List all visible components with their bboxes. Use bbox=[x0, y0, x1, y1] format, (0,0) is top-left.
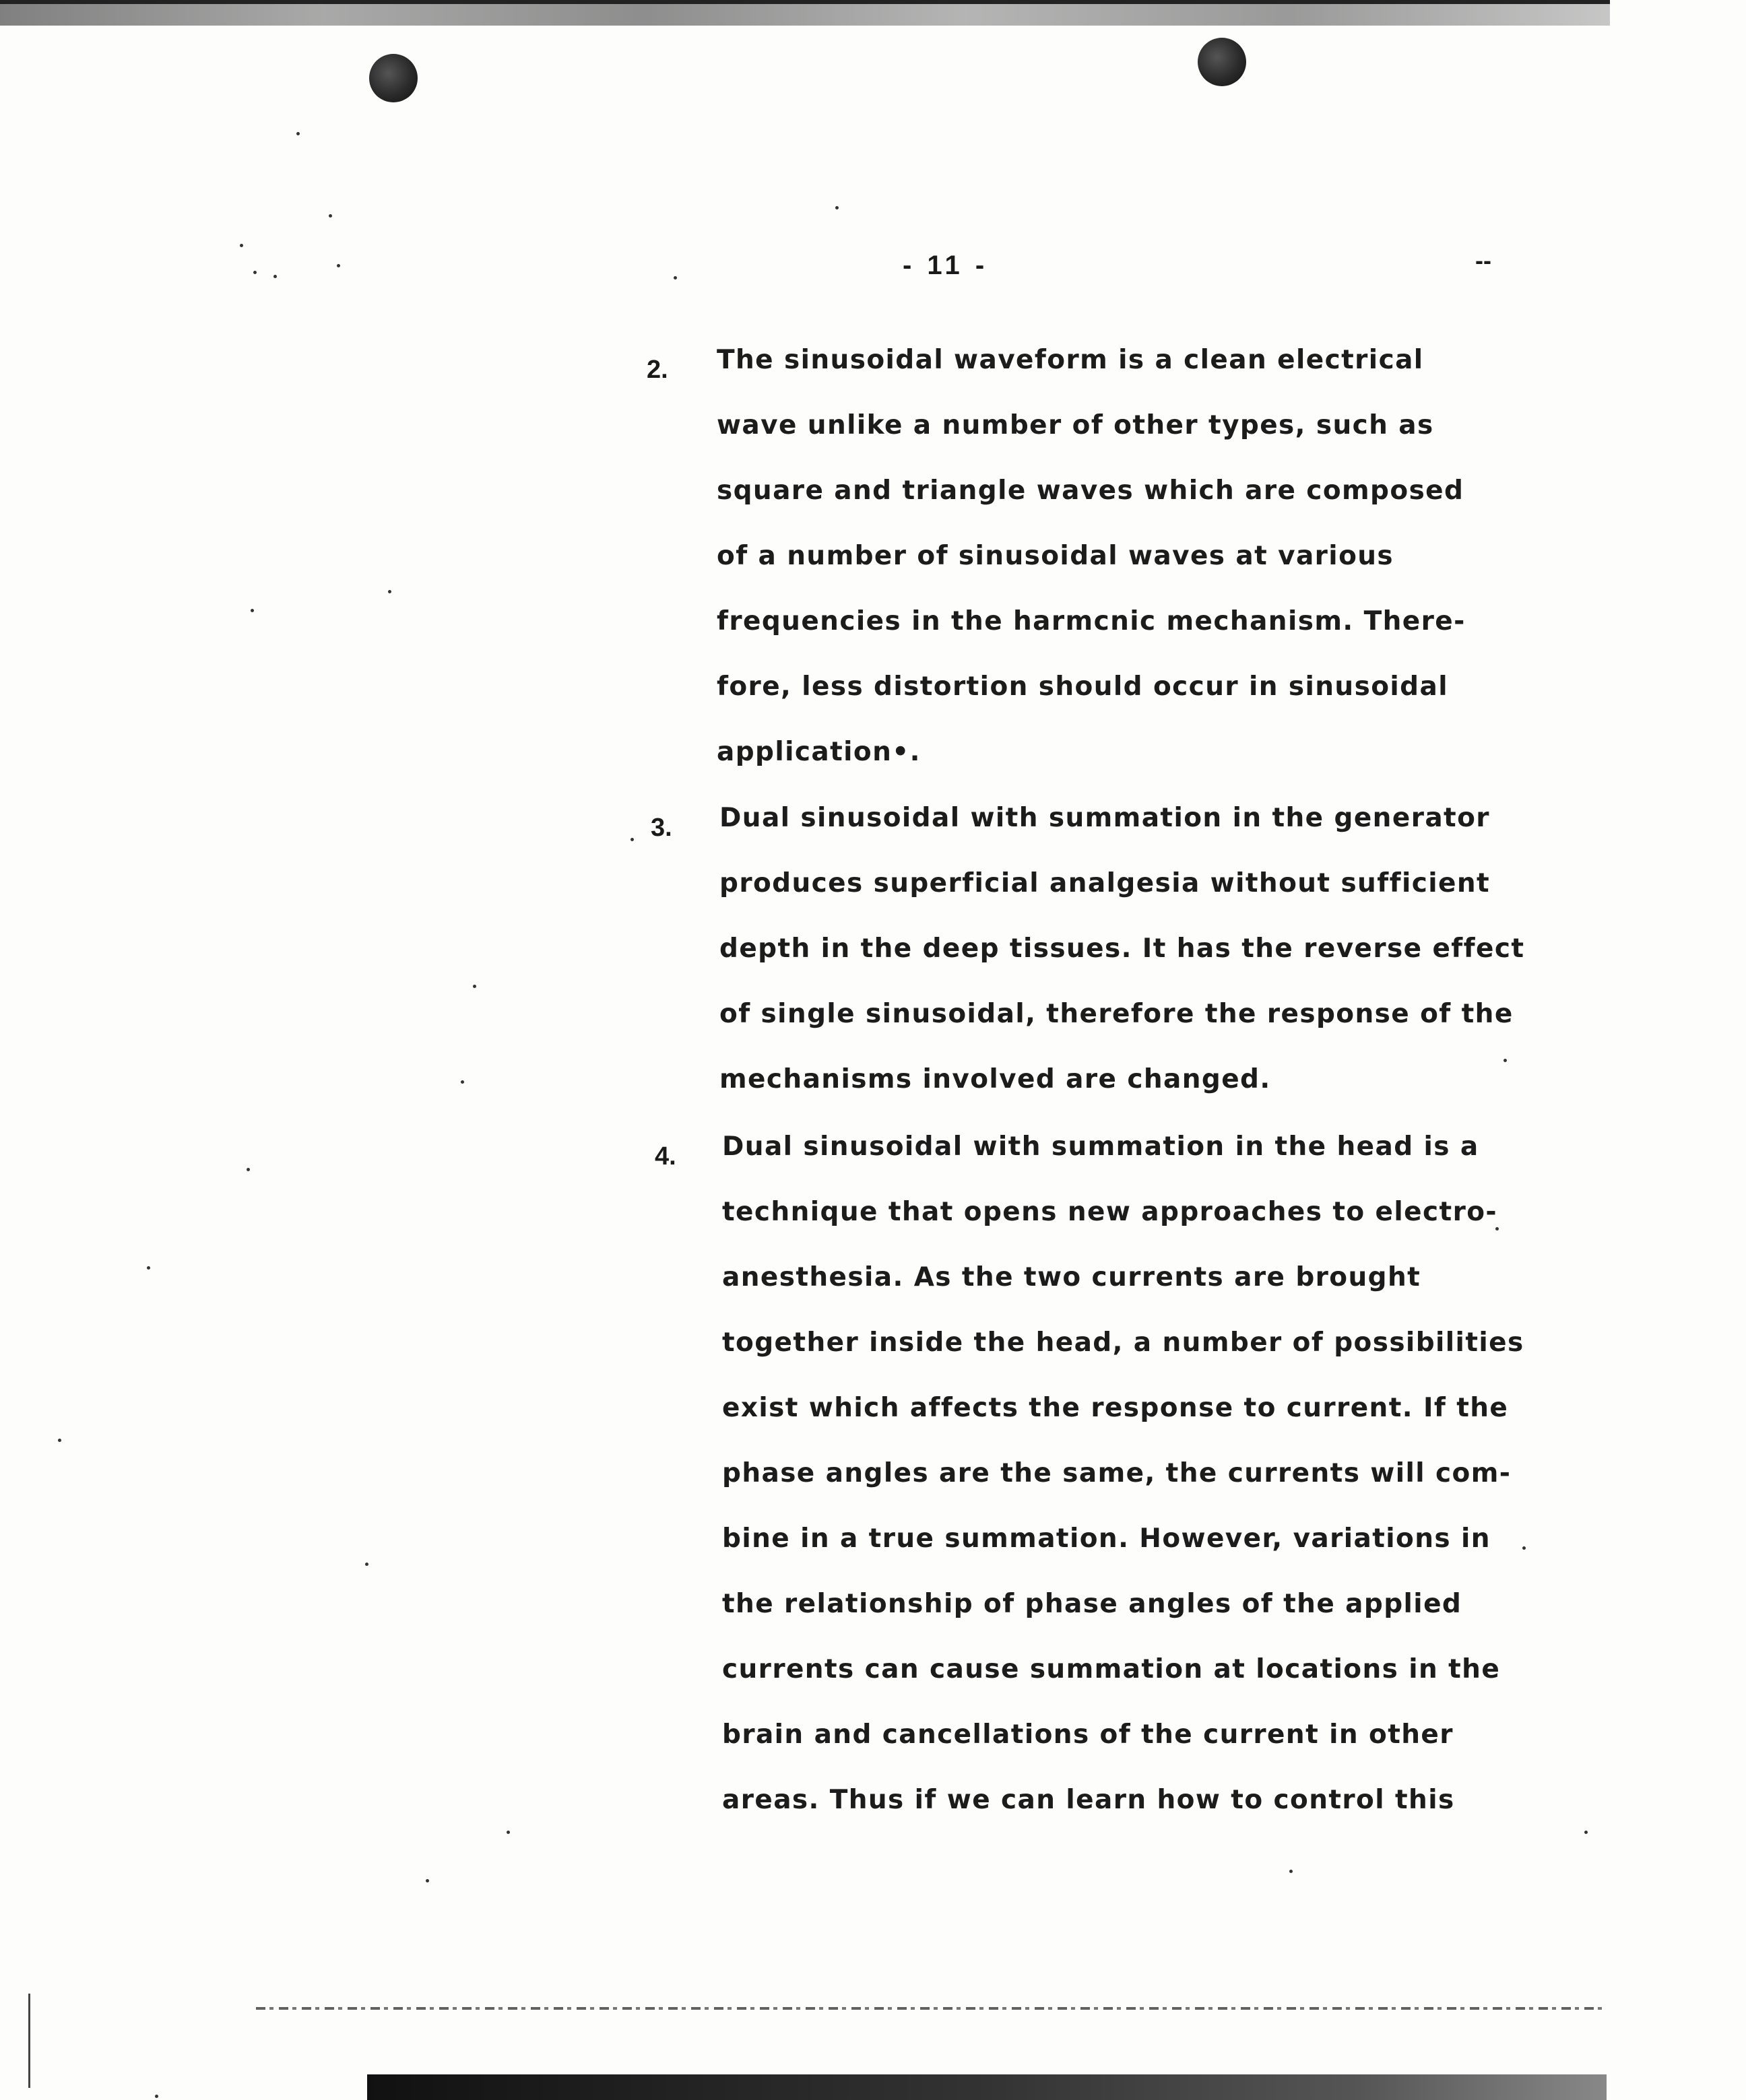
text-line: produces superficial analgesia without sufficient bbox=[719, 868, 1491, 898]
text-line: of single sinusoidal, therefore the response of the bbox=[719, 999, 1514, 1029]
text-line: exist which affects the response to current. If the bbox=[722, 1393, 1509, 1423]
punch-hole-left bbox=[369, 54, 418, 102]
text-line: depth in the deep tissues. It has the reverse effect bbox=[719, 933, 1525, 964]
scan-bottom-artifact bbox=[256, 2007, 1603, 2010]
scan-speck bbox=[155, 2095, 158, 2098]
scan-speck bbox=[240, 244, 243, 247]
scan-speck bbox=[461, 1080, 464, 1084]
scan-bottom-band bbox=[367, 2074, 1607, 2100]
text-line: Dual sinusoidal with summation in the head is a bbox=[722, 1131, 1479, 1162]
corner-mark: -- bbox=[1475, 247, 1491, 274]
scan-left-edge bbox=[28, 1994, 30, 2088]
text-line: frequencies in the harmcnic mechanism. There- bbox=[717, 606, 1466, 636]
scan-speck bbox=[1584, 1831, 1588, 1834]
scan-speck bbox=[273, 275, 277, 278]
scan-speck bbox=[835, 206, 839, 209]
text-line: brain and cancellations of the current in other bbox=[722, 1719, 1454, 1750]
scan-speck bbox=[58, 1439, 61, 1442]
text-line: Dual sinusoidal with summation in the generator bbox=[719, 803, 1490, 833]
text-line: application•. bbox=[717, 737, 921, 767]
scan-speck bbox=[365, 1563, 368, 1566]
page-number: - 11 - bbox=[903, 251, 989, 280]
scan-speck bbox=[674, 276, 677, 280]
scan-speck bbox=[337, 264, 340, 267]
punch-hole-right bbox=[1198, 38, 1246, 86]
scan-top-edge bbox=[0, 0, 1610, 4]
text-line: technique that opens new approaches to electro- bbox=[722, 1197, 1497, 1227]
item-number: 2. bbox=[647, 356, 668, 384]
item-2-text bbox=[717, 345, 1466, 802]
text-line: currents can cause summation at locations in the bbox=[722, 1654, 1501, 1684]
scan-speck bbox=[473, 985, 476, 988]
scan-speck bbox=[251, 609, 254, 612]
text-line: The sinusoidal waveform is a clean electrical bbox=[717, 345, 1424, 375]
item-4-text bbox=[722, 1131, 1524, 1850]
scan-speck bbox=[1289, 1870, 1293, 1873]
text-line: wave unlike a number of other types, such as bbox=[717, 410, 1434, 440]
text-line: of a number of sinusoidal waves at various bbox=[717, 541, 1394, 571]
scan-speck bbox=[253, 271, 257, 274]
text-line: together inside the head, a number of possibilities bbox=[722, 1327, 1524, 1358]
scan-speck bbox=[247, 1168, 250, 1171]
text-line: fore, less distortion should occur in sinusoidal bbox=[717, 671, 1448, 702]
scan-speck bbox=[147, 1266, 150, 1270]
scan-speck bbox=[630, 838, 634, 841]
text-line: areas. Thus if we can learn how to control this bbox=[722, 1785, 1455, 1815]
scan-speck bbox=[296, 132, 300, 135]
scan-speck bbox=[507, 1831, 510, 1834]
text-line: anesthesia. As the two currents are brought bbox=[722, 1262, 1421, 1292]
text-line: square and triangle waves which are composed bbox=[717, 475, 1464, 506]
scan-speck bbox=[388, 590, 391, 593]
scan-speck bbox=[329, 214, 332, 218]
text-line: bine in a true summation. However, variations in bbox=[722, 1523, 1491, 1554]
text-line: the relationship of phase angles of the applied bbox=[722, 1589, 1462, 1619]
item-number: 4. bbox=[655, 1142, 676, 1171]
item-3-text bbox=[719, 803, 1524, 1129]
text-line: phase angles are the same, the currents will com- bbox=[722, 1458, 1512, 1488]
item-number: 3. bbox=[651, 814, 672, 842]
text-line: mechanisms involved are changed. bbox=[719, 1064, 1271, 1094]
scan-speck bbox=[426, 1879, 429, 1882]
